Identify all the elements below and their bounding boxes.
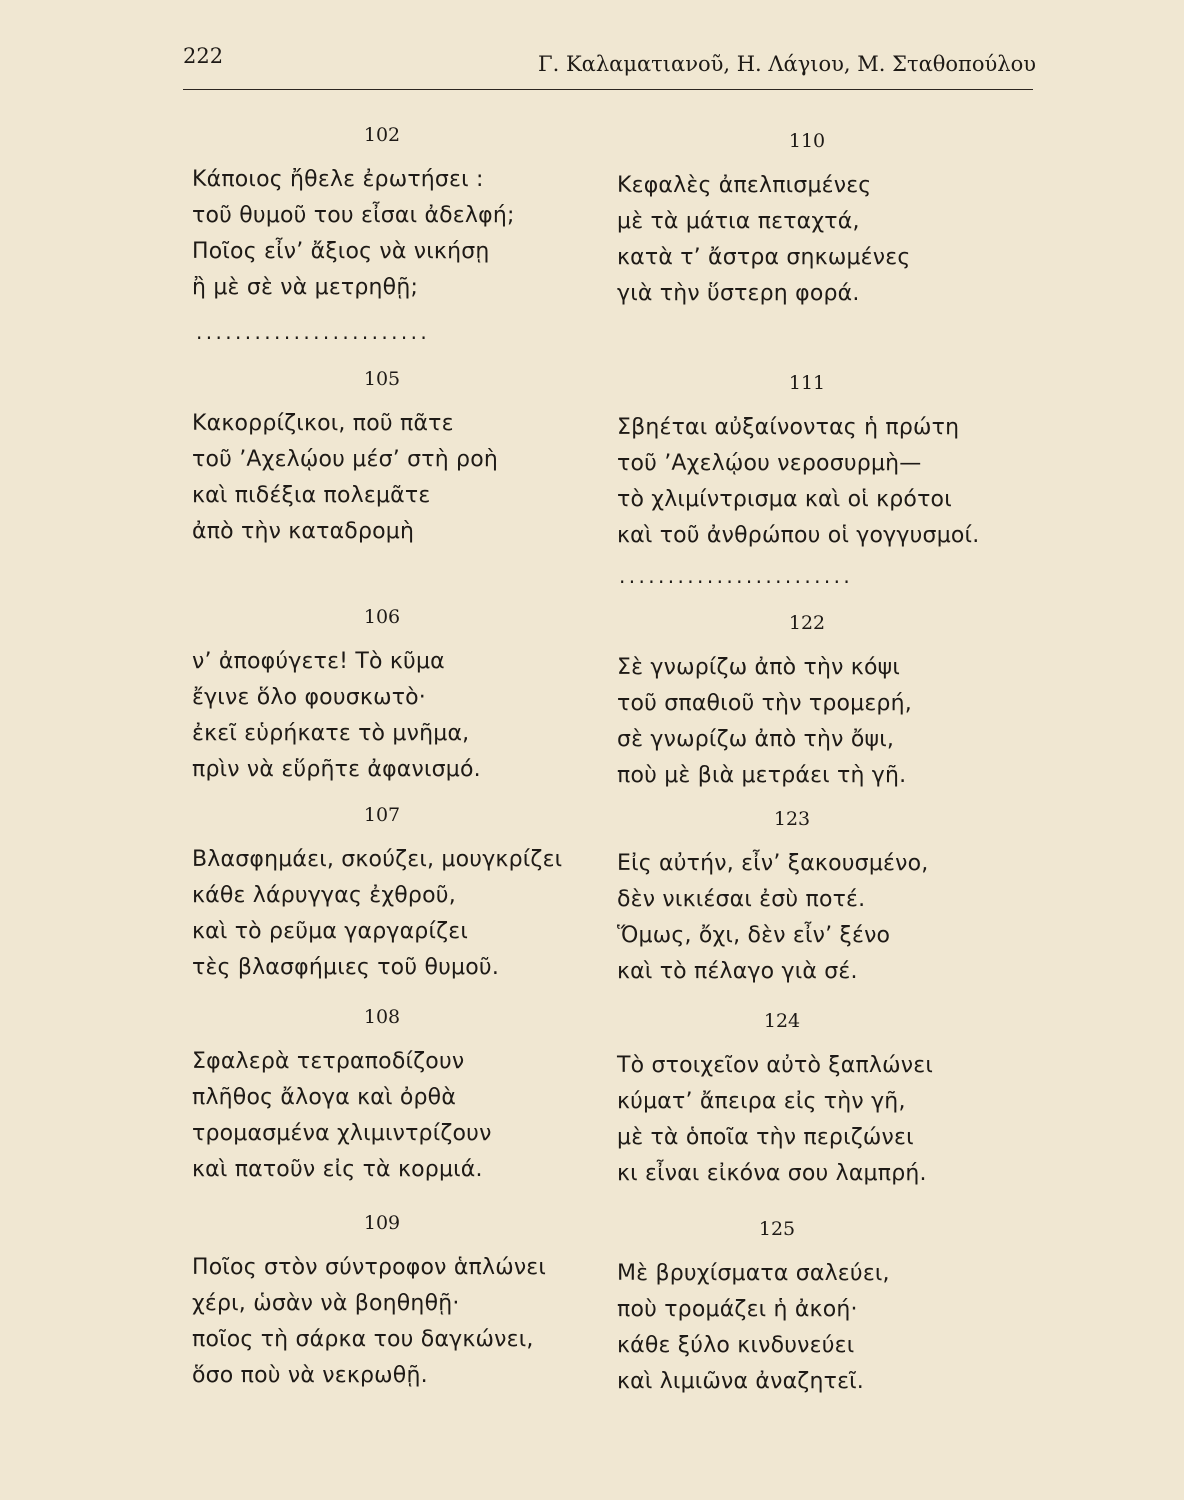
poem-line: κι εἶναι εἰκόνα σου λαμπρή. xyxy=(617,1161,927,1186)
stanza-109 xyxy=(192,1212,572,1394)
poem-line: καὶ τοῦ ἀνθρώπου οἱ γογγυσμοί. xyxy=(617,523,980,548)
stanza-number: 111 xyxy=(788,372,826,394)
poem-line: Σβηέται αὐξαίνοντας ἡ πρώτη xyxy=(617,415,960,440)
poem-line: Εἰς αὐτήν, εἶν’ ξακουσμένο, xyxy=(617,851,929,876)
stanza-123 xyxy=(617,808,967,990)
poem-line: Ποῖος εἶν’ ἄξιος νὰ νικήσῃ xyxy=(192,239,490,264)
stanza-number: 110 xyxy=(788,130,826,152)
poem-line: τὲς βλασφήμιες τοῦ θυμοῦ. xyxy=(192,955,500,980)
poem-line: καὶ λιμιῶνα ἀναζητεῖ. xyxy=(617,1369,864,1394)
poem-line: ν’ ἀποφύγετε! Τὸ κῦμα xyxy=(192,649,445,674)
stanza-111 xyxy=(617,372,997,554)
page-number: 222 xyxy=(183,44,224,68)
poem-line: Ποῖος στὸν σύντροφον ἁπλώνει xyxy=(192,1255,547,1280)
poem-line: ποὺ τρομάζει ἡ ἀκοή· xyxy=(617,1297,858,1322)
poem-line: ποὺ μὲ βιὰ μετράει τὴ γῆ. xyxy=(617,763,907,788)
poem-line: κατὰ τ’ ἄστρα σηκωμένες xyxy=(617,245,911,270)
stanza-number: 125 xyxy=(758,1218,796,1240)
poem-line: πλῆθος ἄλογα καὶ ὀρθὰ xyxy=(192,1085,457,1110)
stanza-122 xyxy=(617,612,997,794)
stanza-number: 107 xyxy=(363,804,401,826)
poem-line: Κεφαλὲς ἀπελπισμένες xyxy=(617,173,872,198)
omission-dots: ........................ xyxy=(619,564,854,588)
poem-line: ὅσο ποὺ νὰ νεκρωθῇ. xyxy=(192,1363,428,1388)
poem-line: τὸ χλιμίντρισμα καὶ οἱ κρότοι xyxy=(617,487,952,512)
poem-line: Κάποιος ἤθελε ἐρωτήσει : xyxy=(192,167,484,192)
poem-line: τοῦ ’Αχελῴου νεροσυρμὴ— xyxy=(617,451,922,476)
poem-line: τοῦ ’Αχελῴου μέσ’ στὴ ροὴ xyxy=(192,447,499,472)
poem-line: καὶ τὸ πέλαγο γιὰ σέ. xyxy=(617,959,858,984)
poem-line: καὶ πιδέξια πολεμᾶτε xyxy=(192,483,431,508)
stanza-105 xyxy=(192,368,572,550)
stanza-number: 105 xyxy=(363,368,401,390)
omission-dots: ........................ xyxy=(196,320,431,344)
stanza-125 xyxy=(617,1218,937,1400)
poem-line: καὶ τὸ ρεῦμα γαργαρίζει xyxy=(192,919,469,944)
poem-line: μὲ τὰ μάτια πεταχτά, xyxy=(617,209,860,234)
stanza-number: 106 xyxy=(363,606,401,628)
poem-line: μὲ τὰ ὁποῖα τὴν περιζώνει xyxy=(617,1125,914,1150)
poem-line: Τὸ στοιχεῖον αὐτὸ ξαπλώνει xyxy=(617,1053,933,1078)
stanza-number: 108 xyxy=(363,1006,401,1028)
poem-line: τοῦ σπαθιοῦ τὴν τρομερή, xyxy=(617,691,912,716)
running-head: Γ. Καλαματιανοῦ, Η. Λάγιου, Μ. Σταθοπούλου xyxy=(538,52,1036,76)
stanza-124 xyxy=(617,1010,947,1192)
stanza-106 xyxy=(192,606,572,788)
poem-line: γιὰ τὴν ὕστερη φορά. xyxy=(617,281,860,306)
poem-line: ἔγινε ὅλο φουσκωτὸ· xyxy=(192,685,426,710)
stanza-number: 122 xyxy=(788,612,826,634)
poem-line: χέρι, ὡσὰν νὰ βοηθηθῇ· xyxy=(192,1291,460,1316)
header-rule xyxy=(183,89,1033,90)
poem-line: κάθε ξύλο κινδυνεύει xyxy=(617,1333,855,1358)
poem-line: κάθε λάρυγγας ἐχθροῦ, xyxy=(192,883,456,908)
stanza-110 xyxy=(617,130,997,312)
poem-line: Σὲ γνωρίζω ἀπὸ τὴν κόψι xyxy=(617,655,900,680)
stanza-107 xyxy=(192,804,572,986)
stanza-number: 102 xyxy=(363,124,401,146)
poem-line: τρομασμένα χλιμιντρίζουν xyxy=(192,1121,492,1146)
poem-line: πρὶν νὰ εὕρῆτε ἀφανισμό. xyxy=(192,757,481,782)
poem-line: ἀπὸ τὴν καταδρομὴ xyxy=(192,519,415,544)
poem-line: Βλασφημάει, σκούζει, μουγκρίζει xyxy=(192,847,563,872)
poem-line: Κακορρίζικοι, ποῦ πᾶτε xyxy=(192,411,454,436)
poem-line: τοῦ θυμοῦ του εἶσαι ἀδελφή; xyxy=(192,203,515,228)
poem-line: ἐκεῖ εὑρήκατε τὸ μνῆμα, xyxy=(192,721,470,746)
poem-line: Σφαλερὰ τετραποδίζουν xyxy=(192,1049,465,1074)
stanza-number: 109 xyxy=(363,1212,401,1234)
poem-line: ποῖος τὴ σάρκα του δαγκώνει, xyxy=(192,1327,534,1352)
stanza-108 xyxy=(192,1006,572,1188)
poem-line: δὲν νικιέσαι ἐσὺ ποτέ. xyxy=(617,887,866,912)
poem-line: ἢ μὲ σὲ νὰ μετρηθῇ; xyxy=(192,275,419,300)
poem-line: καὶ πατοῦν εἰς τὰ κορμιά. xyxy=(192,1157,483,1182)
poem-line: σὲ γνωρίζω ἀπὸ τὴν ὄψι, xyxy=(617,727,895,752)
stanza-number: 123 xyxy=(773,808,811,830)
stanza-102 xyxy=(192,124,572,306)
poem-line: Μὲ βρυχίσματα σαλεύει, xyxy=(617,1261,890,1286)
poem-line: Ὅμως, ὄχι, δὲν εἶν’ ξένο xyxy=(617,923,891,948)
poem-line: κύματ’ ἄπειρα εἰς τὴν γῆ, xyxy=(617,1089,906,1114)
stanza-number: 124 xyxy=(763,1010,801,1032)
